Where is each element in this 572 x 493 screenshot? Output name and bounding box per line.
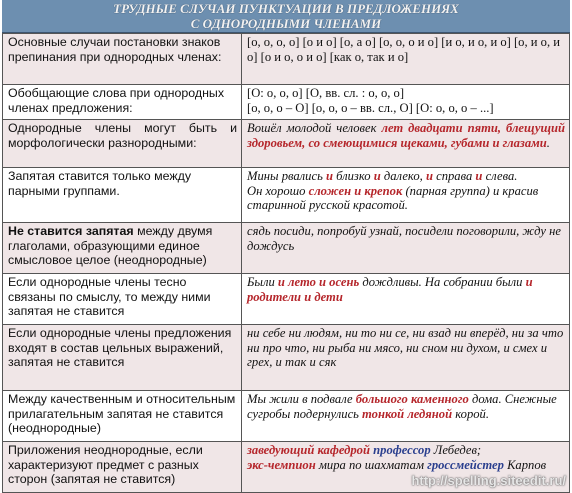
example-cell bbox=[242, 274, 570, 325]
example-text: Лебедев; bbox=[430, 443, 482, 457]
example-line bbox=[247, 184, 565, 213]
rule-cell: Однородные члены могут быть и морфологически разнородными: bbox=[3, 120, 242, 168]
example-cell: сядь посиди, попробуй узнай, посидели поговорили, жду не дождусь bbox=[242, 223, 570, 274]
table-row bbox=[3, 85, 570, 120]
highlight-blue: профессор bbox=[373, 443, 431, 457]
example-line bbox=[247, 169, 565, 184]
highlight-red: и bbox=[373, 169, 381, 183]
example-cell: [о, о, о, о] [о и о] [о, а о] [о, о, о и о] [и о, и о, и о] [о, и о, и о] [о и о, о и о] [как о, так и о] bbox=[242, 34, 570, 85]
table-row bbox=[3, 34, 570, 85]
highlight-red: и лето и осень bbox=[277, 275, 360, 289]
example-text: . bbox=[546, 135, 550, 150]
highlight-red: и bbox=[475, 169, 483, 183]
example-text: (парная группа) и красив старинной русской красотой. bbox=[247, 183, 539, 212]
highlight-red: и bbox=[425, 169, 433, 183]
rule-text: между двумя глаголами, образующими единое смысловое целое (неоднородные) bbox=[8, 224, 213, 267]
example-line bbox=[247, 458, 565, 473]
highlight-blue: гроссмейстер bbox=[427, 457, 504, 472]
highlight-red: экс-чемпион bbox=[247, 457, 316, 472]
table-row bbox=[3, 274, 570, 325]
example-text: далеко, bbox=[380, 169, 426, 183]
table-row bbox=[3, 223, 570, 274]
highlight-red: большого bbox=[355, 392, 408, 406]
table-row bbox=[3, 391, 570, 442]
example-cell bbox=[242, 120, 570, 168]
highlight-red: и bbox=[325, 169, 333, 183]
example-cell bbox=[242, 85, 570, 120]
example-line: [о, о, о – О] [о, о, о – вв. сл., О] [О: о, о, о – ...] bbox=[247, 100, 494, 115]
example-text: слева. bbox=[482, 169, 518, 183]
example-text: корой. bbox=[452, 406, 489, 421]
rules-sheet bbox=[2, 0, 570, 491]
rule-cell: Между качественным и относительным прилагательным запятая не ставится (неоднородные) bbox=[3, 391, 242, 442]
rule-cell: Если однородные члены тесно связаны по смыслу, то между ними запятая не ставится bbox=[3, 274, 242, 325]
rule-cell: Обобщающие слова при однородных членах предложения: bbox=[3, 85, 242, 120]
example-text: дома. Снежные сугробы подернулись bbox=[247, 392, 557, 421]
example-text: Были bbox=[247, 275, 278, 289]
highlight-red: тонкой ледяной bbox=[362, 406, 453, 421]
highlight-red: лет двадцати пяти, блещущий здоровьем, со смеющимися щеками, губами и глазами bbox=[247, 121, 565, 150]
example-cell bbox=[242, 168, 570, 223]
example-text: справа bbox=[432, 169, 476, 183]
highlight-red: заведующий кафедрой bbox=[247, 443, 370, 457]
watermark-link[interactable]: http://spelling.siteedit.ru/ bbox=[411, 473, 566, 488]
example-text: дождливы. На собрании были bbox=[359, 275, 526, 289]
example-text: мира по шахматам bbox=[315, 457, 428, 472]
rule-cell: Приложения неоднородные, если характеризуют предмет с разных сторон (запятая не ставится) bbox=[3, 442, 242, 493]
example-text: Карпов bbox=[503, 457, 547, 472]
example-text: Мины рвались bbox=[247, 169, 326, 183]
rule-bold: Не ставится запятая bbox=[8, 224, 134, 238]
rules-table bbox=[2, 33, 570, 493]
rule-cell bbox=[3, 223, 242, 274]
table-row bbox=[3, 120, 570, 168]
example-cell bbox=[242, 391, 570, 442]
table-row bbox=[3, 168, 570, 223]
example-text: Он хорошо bbox=[247, 183, 309, 198]
highlight-red: сложен и крепок bbox=[308, 183, 403, 198]
highlight-red: и родители и дети bbox=[247, 275, 533, 304]
rule-cell: Если однородные члены предложения входят в состав цельных выражений, запятая не ставится bbox=[3, 325, 242, 391]
example-text: Вошёл молодой человек bbox=[247, 121, 382, 135]
page-title bbox=[2, 0, 570, 33]
highlight-red: каменного bbox=[410, 392, 469, 406]
title-line-1: ТРУДНЫЕ СЛУЧАИ ПУНКТУАЦИИ В ПРЕДЛОЖЕНИЯХ bbox=[113, 1, 459, 16]
table-row bbox=[3, 325, 570, 391]
example-line bbox=[247, 443, 565, 458]
example-text: близко bbox=[332, 169, 374, 183]
example-cell: ни себе ни людям, ни то ни се, ни взад ни вперёд, ни за что ни про что, ни рыба ни мясо, ни сном ни духом, и смех и грех, и так и сяк bbox=[242, 325, 570, 391]
rule-cell: Основные случаи постановки знаков препинания при однородных членах: bbox=[3, 34, 242, 85]
title-line-2: С ОДНОРОДНЫМИ ЧЛЕНАМИ bbox=[190, 16, 382, 31]
example-line: [O: о, о, о] [О, вв. сл. : о, о, о] bbox=[247, 86, 405, 100]
rule-cell: Запятая ставится только между парными группами. bbox=[3, 168, 242, 223]
example-text: Мы жили в подвале bbox=[247, 392, 356, 406]
